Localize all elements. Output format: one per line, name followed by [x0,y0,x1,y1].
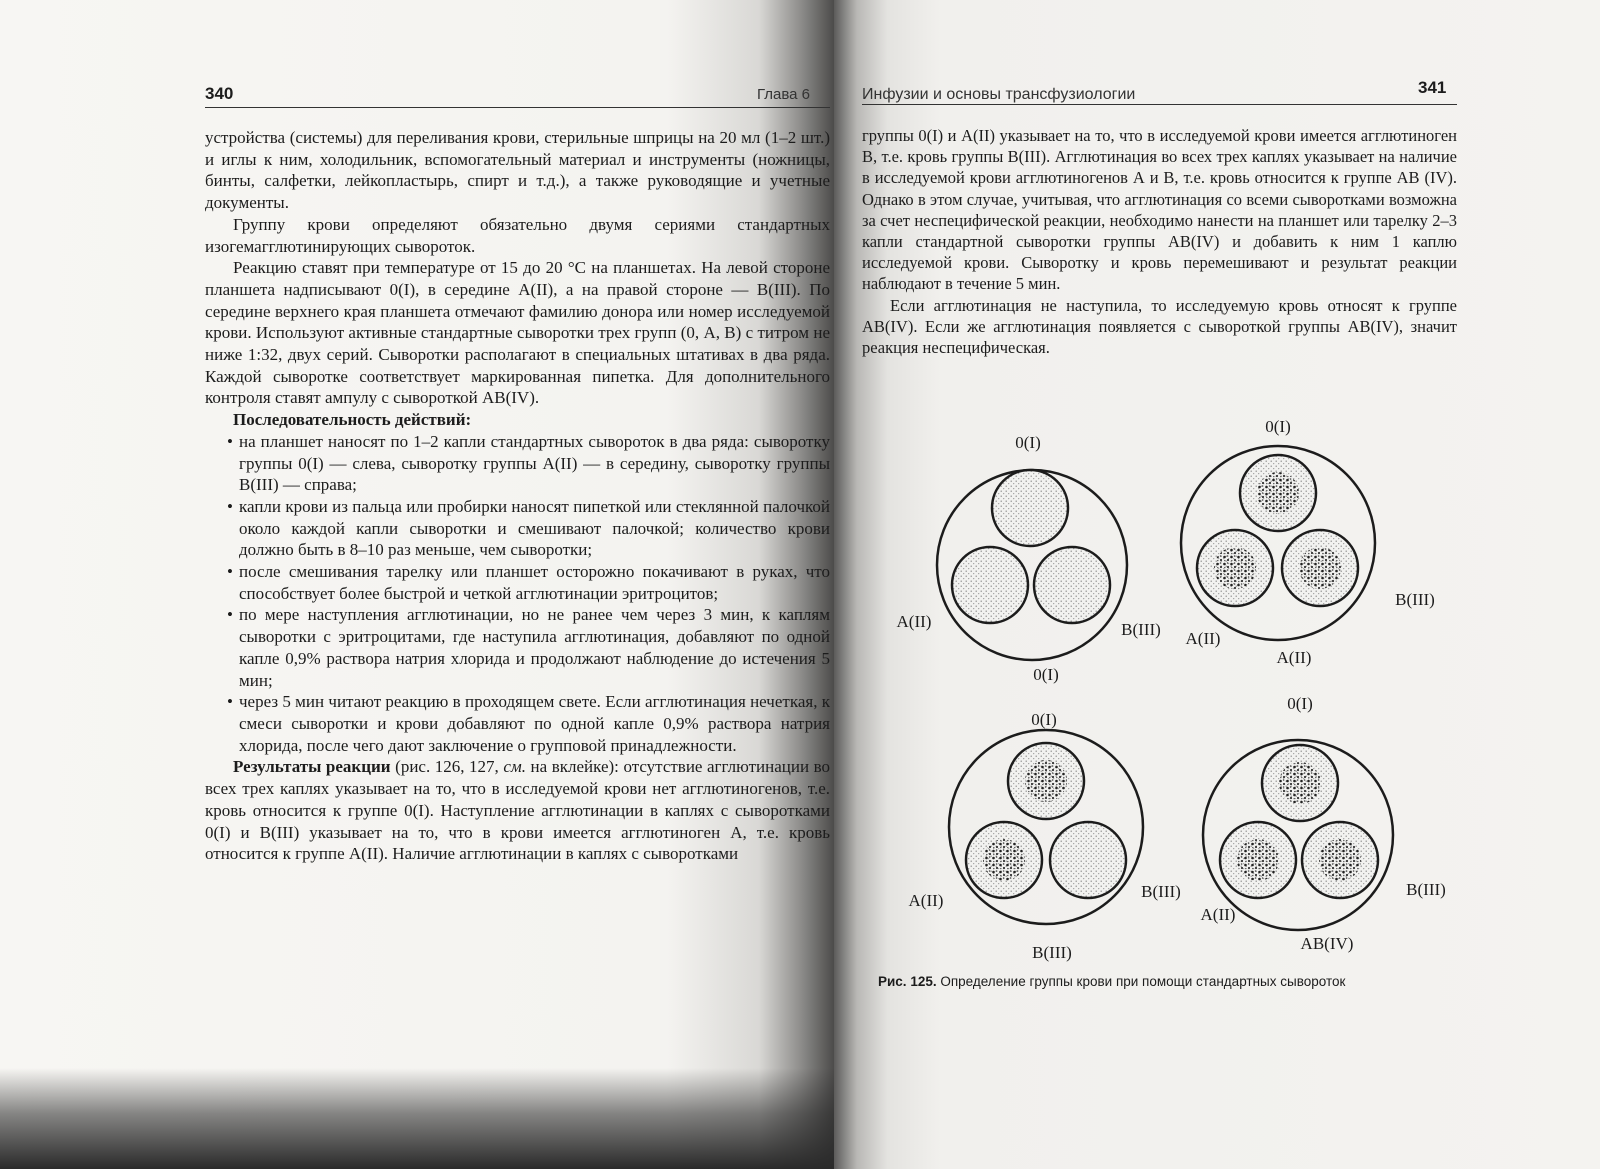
label-top: 0(I) [1265,417,1291,436]
bullet-icon: • [227,496,233,516]
paragraph: устройства (системы) для переливания крови, стерильные шприцы на 20 мл (1–2 шт.) и иглы к ним, холодильник, вспомогательный материал и инструменты (ножницы, бинты, салфетки, лейкопластырь, спирт и т.д.), а также руководящие и учетные документы. [205,128,830,213]
label-left: А(II) [896,612,932,631]
page-number-left: 340 [205,84,234,103]
plate-3 [909,710,1181,962]
drop-top [992,470,1068,546]
label-top: 0(I) [1015,433,1041,452]
running-head-left: Глава 6 [757,86,811,103]
label-right: В(III) [1121,620,1161,639]
bullet-icon: • [227,431,233,451]
label-left: А(II) [1200,905,1236,924]
blood-typing-figure [880,415,1480,1005]
label-bottom: 0(I) [1033,665,1059,684]
caption-text: Определение группы крови при помощи стандартных сывороток [936,974,1346,989]
drop-right [1302,822,1378,898]
label-right: В(III) [1395,590,1435,609]
plate-2 [1181,417,1435,667]
results-paragraph: Результаты реакции (рис. 126, 127, см. на вклейке): отсутствие агглютинации во всех трех каплях указывает на то, что в исследуемой крови нет агглютиногенов, т.е. кровь относится к группе 0(I). Наступление агглютинации в каплях с сыворотками 0(I) и В(III) указывает на то, что в крови имеется агглютиноген А, т.е. кровь относится к группе А(II). Наличие агглютинации в каплях с сыворотками [205,757,831,864]
plate-1 [897,433,1161,684]
label-right: В(III) [1406,880,1446,899]
bullet-icon: • [227,605,233,625]
paragraph: Реакцию ставят при температуре от 15 до 20 °С на планшетах. На левой стороне планшета надписывают 0(I), в середине А(II), а на правой стороне — В(III). По середине верхнего края планшета отмечают фамилию донора или номер исследуемой крови. Используют активные стандартные сыворотки трех групп (0, А, В) с титром не ниже 1:32, двух серий. Сыворотки располагают в специальных штативах в два ряда. Каждой сыворотке соответствует маркированная пипетка. Для дополнительного контроля ставят ампулу с сывороткой АВ(IV). [205,258,830,408]
paragraph: Если агглютинация не наступила, то исследуемую кровь относят к группе АВ(IV). Если же агглютинация появляется с сывороткой группы АВ(IV), значит реакция неспецифическая. [862,295,1457,358]
list-item: • по мере наступления агглютинации, но не ранее чем через 3 мин, к каплям сыворотки с эритроцитами, где наступила агглютинация, добавляют по одной капле 0,9% раствора натрия хлорида и продолжают наблюдение до истечения 5 мин; [227,605,830,690]
header-rule-left [205,107,830,108]
drop-right [1050,822,1126,898]
drop-left [1220,822,1296,898]
drop-top [1008,743,1084,819]
paragraph: группы 0(I) и А(II) указывает на то, что в исследуемой крови имеется агглютиноген В, т.е. кровь группы В(III). Агглютинация во всех трех каплях указывает на наличие в исследуемой крови агглютиногенов А и В, т.е. кровь относится к группе АВ (IV). Однако в этом случае, учитывая, что агглютинация со всеми сыворотками возможна за счет неспецифической реакции, необходимо нанести на планшет или тарелку 2–3 капли стандартной сыворотки группы АВ(IV) и добавить к ним 1 каплю исследуемой крови. Сыворотку и кровь перемешивают и результат реакции наблюдают в течение 5 мин. [862,126,1457,294]
label-bottom: А(II) [1276,648,1312,667]
drop-right [1282,530,1358,606]
figure-caption [878,974,1478,989]
drop-top [1240,455,1316,531]
plate-4 [1201,694,1446,953]
header-rule-right [862,104,1457,105]
bullet-icon: • [227,562,233,582]
right-page-body [862,125,1457,358]
drop-left [966,822,1042,898]
left-page-body [205,127,830,865]
drop-left [1197,530,1273,606]
actions-list [205,431,830,757]
label-bottom: АВ(IV) [1300,934,1354,953]
label-left: А(II) [908,891,944,910]
bullet-icon: • [227,692,233,712]
page-number-right: 341 [1418,78,1447,97]
label-top: 0(I) [1031,710,1057,729]
label-top: 0(I) [1287,694,1313,713]
list-item: • капли крови из пальца или пробирки наносят пипеткой или стеклянной палочкой около каждой капли сыворотки и смешивают палочкой; количество крови должно быть в 8–10 раз меньше, чем сыворотки; [227,496,830,560]
sequence-heading: Последовательность действий: [233,410,472,430]
results-heading: Результаты реакции [233,757,391,777]
drop-right [1034,547,1110,623]
figure-number: Рис. 125. [878,974,937,989]
running-head-right: Инфузии и основы трансфузиологии [862,86,1136,103]
list-item: • на планшет наносят по 1–2 капли стандартных сывороток в два ряда: сыворотку группы 0(I) — слева, сыворотку группы А(II) — в середину, сыворотку группы В(III) — справа; [227,431,830,495]
list-item: • после смешивания тарелку или планшет осторожно покачивают в руках, что способствует более быстрой и четкой агглютинации эритроцитов; [227,562,830,603]
drop-top [1262,745,1338,821]
label-right: В(III) [1141,882,1181,901]
list-item: • через 5 мин читают реакцию в проходящем свете. Если агглютинация нечеткая, к смеси сыворотки и крови добавляют по одной капле 0,9% раствора натрия хлорида, после чего дают заключение о групповой принадлежности. [227,692,830,755]
paragraph: Группу крови определяют обязательно двумя сериями стандартных изогемагглютинирующих сывороток. [205,214,830,256]
binding-shadow [0,1068,834,1169]
label-bottom: В(III) [1032,943,1072,962]
label-left: А(II) [1185,629,1221,648]
drop-left [952,547,1028,623]
